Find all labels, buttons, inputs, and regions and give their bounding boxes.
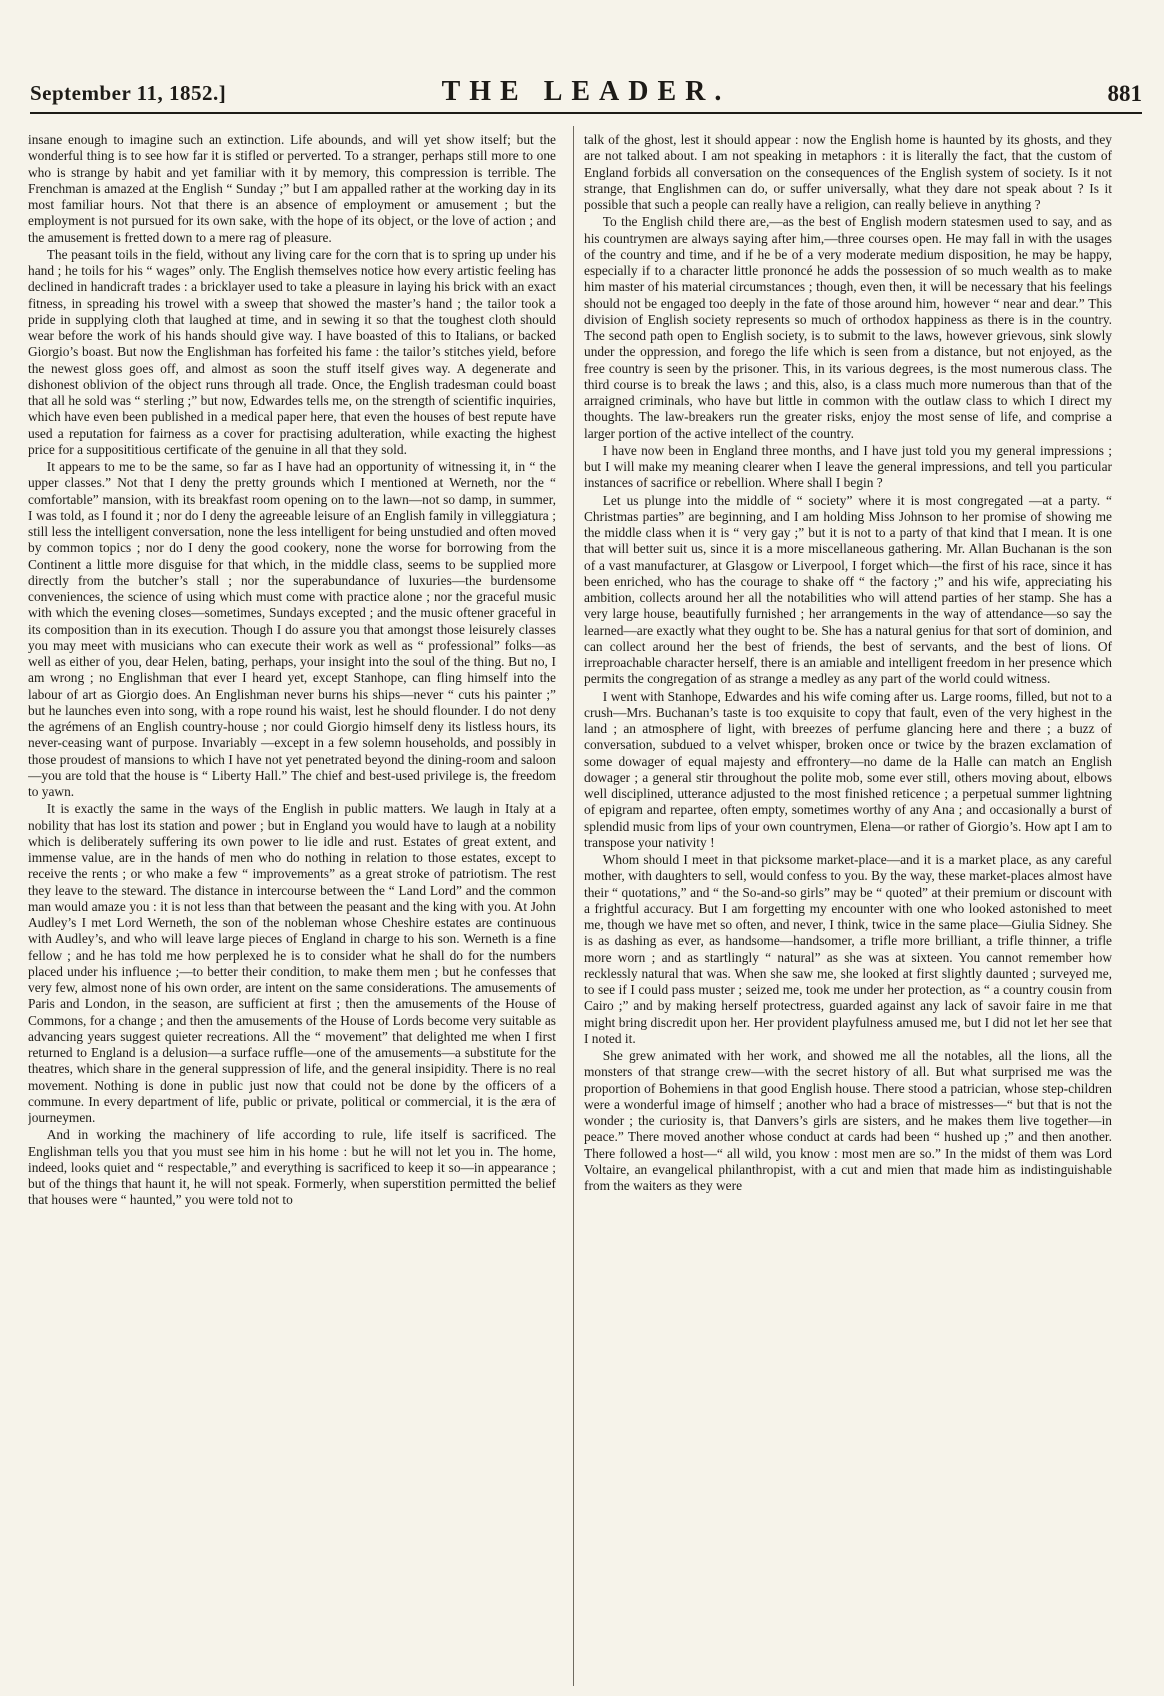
paragraph: insane enough to imagine such an extinction. Life abounds, and will yet show itself; but the wonderful thing is to see how far it is stifled or perverted. To a stranger, perhaps still more to one who is strange by habit and yet familiar with it by memory, this compression is terrible. The Frenchman is amazed at the English “ Sunday ;” but I am appalled rather at the working day in its most familiar hours. Not that there is an absence of employment or amusement ; but the employment is not pursued for its own sake, with the hope of its object, or the love of action ; and the amusement is fretted down to a mere rag of pleasure. [28, 132, 556, 245]
masthead [30, 78, 1142, 114]
paragraph: I have now been in England three months, and I have just told you my general impressions ; but I will make my meaning clearer when I leave the general impressions, and tell you particular instances of sacrifice or rebellion. Where shall I begin ? [584, 442, 1112, 491]
column-divider [573, 126, 574, 1686]
paragraph: talk of the ghost, lest it should appear : now the English home is haunted by its ghosts, and they are not talked about. I am not speaking in metaphors : it is literally the fact, that the custom of England forbids all conversation on the consequences of the English system of society. Is it not strange, that Englishmen can do, or suffer universally, what they dare not speak about ? Is it possible that such a people can really have a religion, can really believe in anything ? [584, 132, 1112, 212]
paragraph: To the English child there are,—as the best of English modern statesmen used to say, and as his countrymen are always saying after him,—three courses open. He may fall in with the usages of the country and time, and if he be of a very moderate medium disposition, he may be happy, especially if to a character little prononcé he adds the possession of so much wealth as to make him master of his material circumstances ; though, even then, it will be necessary that his feelings should not be engaged too deeply in the fate of those around him, however “ near and dear.” This division of English society represents so much of orthodox happiness as there is in the country. The second path open to English society, is to submit to the laws, however grievous, sink slowly under the oppression, and forego the life which is seen from a distance, but not enjoyed, as the free country is seen by the prisoner. This, in its various degrees, is the most numerous class. The third course is to break the laws ; and this, also, is a class much more numerous than that of the arraigned criminals, who have but little in common with the outlaw class to which I direct my thoughts. The law-breakers run the greater risks, enjoy the most sense of life, and comprise a larger portion of the active intellect of the country. [584, 214, 1112, 441]
page-number: 881 [1107, 81, 1142, 106]
paragraph: Whom should I meet in that picksome market-place—and it is a market place, as any careful mother, with daughters to sell, would confess to you. By the way, these market-places almost have their “ quotations,” and “ the So-and-so girls” may be “ quoted” at their premium or discount with a frightful accuracy. But I am forgetting my encounter with one who looked astonished to meet me, though we have met so often, and never, I think, twice in the same place—Giulia Sidney. She is as dashing as ever, as handsome—handsomer, a trifle more brilliant, a trifle thinner, a trifle more worn ; and as startlingly “ natural” as she was at sixteen. You cannot remember how recklessly natural that was. When she saw me, she looked at first slightly daunted ; surveyed me, to see if I could pass muster ; seized me, took me under her protection, as “ a country cousin from Cairo ;” and by making herself protectress, guarded against any lack of savoir faire in me that might bring discredit upon her. Her provident playfulness amused me, but I did not let her see that I noted it. [584, 852, 1112, 1046]
right-column [584, 132, 1112, 1682]
paragraph: It appears to me to be the same, so far as I have had an opportunity of witnessing it, in “ the upper classes.” Not that I deny the pretty grounds which I mentioned at Werneth, nor the “ comfortable” mansion, with its breakfast room opening on to the lawn—not so damp, in summer, I was told, as I found it ; nor do I deny the agreeable leisure of an English family in villeggiatura ; still less the intelligent conversation, none the less intelligent for being unstudied and often moved by common topics ; nor do I deny the good cookery, none the worse for borrowing from the Continent a little more disguise for that which, in the middle class, seems to be supplied more directly from the butcher’s stall ; nor the superabundance of luxuries—the burdensome conveniences, the science of using which must come with practice alone ; nor the graceful music with which the evening closes—sometimes, Sundays excepted ; and the music oftener graceful in its composition than in its execution. Though I do assure you that amongst those leisurely classes you may meet with musicians who can execute their work as well as “ professional” folks—as well as either of you, dear Helen, bating, perhaps, your insight into the soul of the thing. But no, I am wrong ; no Englishman that ever I heard yet, except Stanhope, can fling himself into the labour of art as Giorgio does. An Englishman never burns his ships—never “ cuts his painter ;” but he launches even into song, with a rope round his waist, lest he should flounder. I do not deny the agrémens of an English country-house ; nor could Giorgio himself deny its listless hours, its never-ceasing want of purpose. Invariably —except in a few solemn households, and possibly in those proudest of mansions to which I have not yet penetrated beyond the dining-room and saloon—you are told that the house is “ Liberty Hall.” The chief and best-used privilege is, the freedom to yawn. [28, 459, 556, 799]
publication-title: THE LEADER. [441, 76, 731, 107]
paragraph: I went with Stanhope, Edwardes and his wife coming after us. Large rooms, filled, but not to a crush—Mrs. Buchanan’s taste is too exquisite to copy that fault, even of the very highest in the land ; an atmosphere of light, with breezes of perfume glancing here and there ; a buzz of conversation, subdued to a velvet whisper, broken once or twice by the brazen exclamation of some dowager of equal majesty and effrontery—no dame de la Halle can match an English dowager ; a general stir throughout the polite mob, some ever still, others moving about, elbows well disciplined, utterance adjusted to the most finished reticence ; a perpetual summer lightning of epigram and repartee, often empty, sometimes worthy of any Ana ; and occasionally a burst of splendid music from lips of your own countrymen, Elena—or rather of Giorgio’s. How apt I am to transpose your nativity ! [584, 688, 1112, 850]
issue-date: September 11, 1852.] [30, 81, 227, 105]
left-column [28, 132, 556, 1682]
paragraph: Let us plunge into the middle of “ society” where it is most congregated —at a party. “ Christmas parties” are beginning, and I am holding Miss Johnson to her promise of showing me the middle class when it is “ very gay ;” but it is not to a party of that kind that I mean. It is one that will better suit us, since it is a more miscellaneous gathering. Mr. Allan Buchanan is the son of a vast manufacturer, at Glasgow or Liverpool, I forget which—the first of his race, since it has been enriched, who has the courage to shake off “ the factory ;” and his wife, appreciating his ambition, collects around her all the notabilities who will attend parties of her stamp. She has a very large house, beautifully furnished ; her arrangements in the way of attendance—so say the learned—are exactly what they ought to be. She has a natural genius for that sort of dominion, and can collect around her the best of friends, the best of servants, and the best of lions. Of irreproachable character herself, there is an amiable and intelligent freedom in her presence which permits the congregation of as strange a medley as any part of the world could witness. [584, 492, 1112, 687]
paragraph: And in working the machinery of life according to rule, life itself is sacrificed. The Englishman tells you that you must see him in his home : but he will not let you in. The home, indeed, looks quiet and “ respectable,” and everything is sacrificed to keep it so—in appearance ; but of the things that haunt it, he will not speak. Formerly, when superstition permitted the belief that houses were “ haunted,” you were told not to [28, 1127, 556, 1208]
paragraph: The peasant toils in the field, without any living care for the corn that is to spring up under his hand ; he toils for his “ wages” only. The English themselves notice how every artistic feeling has declined in handicraft trades : a bricklayer used to take a pleasure in laying his brick with an exact fitness, in spreading his trowel with a sweep that showed the master’s hand ; the tailor took a pride in supplying cloth that laughed at time, and in sewing it so that the toughest cloth should wear before the work of his hands should give way. I have boasted of this to Italians, or backed Giorgio’s boast. But now the Englishman has forfeited his fame : the tailor’s stitches yield, before the newest gloss goes off, and almost as soon the stuff itself gives way. A degenerate and dishonest oblivion of the object runs through all trade. Once, the English tradesman could boast that all he sold was “ sterling ;” but now, Edwardes tells me, on the strength of scientific inquiries, which have even been published in a medical paper here, that even the houses of best repute have used a reputation for fairness as a cover for practising adulteration, while exacting the highest price for a supposititious certificate of the genuine in all that they sold. [28, 246, 556, 457]
paragraph: She grew animated with her work, and showed me all the notables, all the lions, all the monsters of that strange crew—with the secret history of all. But what surprised me was the proportion of Bohemiens in that good English house. There stood a patrician, whose step-children were a wonderful image of himself ; another who had a brace of mistresses—“ but that is not the wonder ; the curiosity is, that Danvers’s girls are sisters, and he makes them live together—in peace.” There moved another whose conduct at cards had been “ hushed up ;” and then another. There followed a host—“ all wild, you know : most men are so.” In the midst of them was Lord Voltaire, an evangelical philanthropist, with a cut and mien that made him as indistinguishable from the waiters as they were [584, 1048, 1112, 1193]
paragraph: It is exactly the same in the ways of the English in public matters. We laugh in Italy at a nobility that has lost its station and power ; but in England you would have to laugh at a nobility which is deliberately suffering its own power to lie idle and rust. Estates of great extent, and immense value, are in the hands of men who do nothing in relation to those estates, except to receive the rents ; or who make a few “ improvements” as a great stroke of patriotism. The rest they leave to the steward. The distance in intercourse between the “ Land Lord” and the common man would amaze you : it is not less than that between the peasant and the king with you. At John Audley’s I met Lord Werneth, the son of the nobleman whose Cheshire estates are continuous with Audley’s, and who will leave large pieces of England in charge to his son. Werneth is a fine fellow ; and he has told me how perplexed he is to consider what he shall do for the numbers placed under his influence ;—to better their condition, to make them men ; but he confesses that very few, almost none of his own order, are intent on the same considerations. The amusements of Paris and London, in the season, are sufficient at first ; then the amusements of the House of Commons, for a change ; and then the amusements of the House of Lords become very suitable as advancing years suggest quieter recreations. All the “ movement” that delighted me when I first returned to England is a delusion—a surface ruffle—one of the amusements—a substitute for the theatres, which share in the general suppression of life, and the general insipidity. There is no real movement. Nothing is done in public just now that could not be done by the officers of a commune. In every department of life, public or private, political or commercial, it is the æra of journeymen. [28, 801, 556, 1125]
